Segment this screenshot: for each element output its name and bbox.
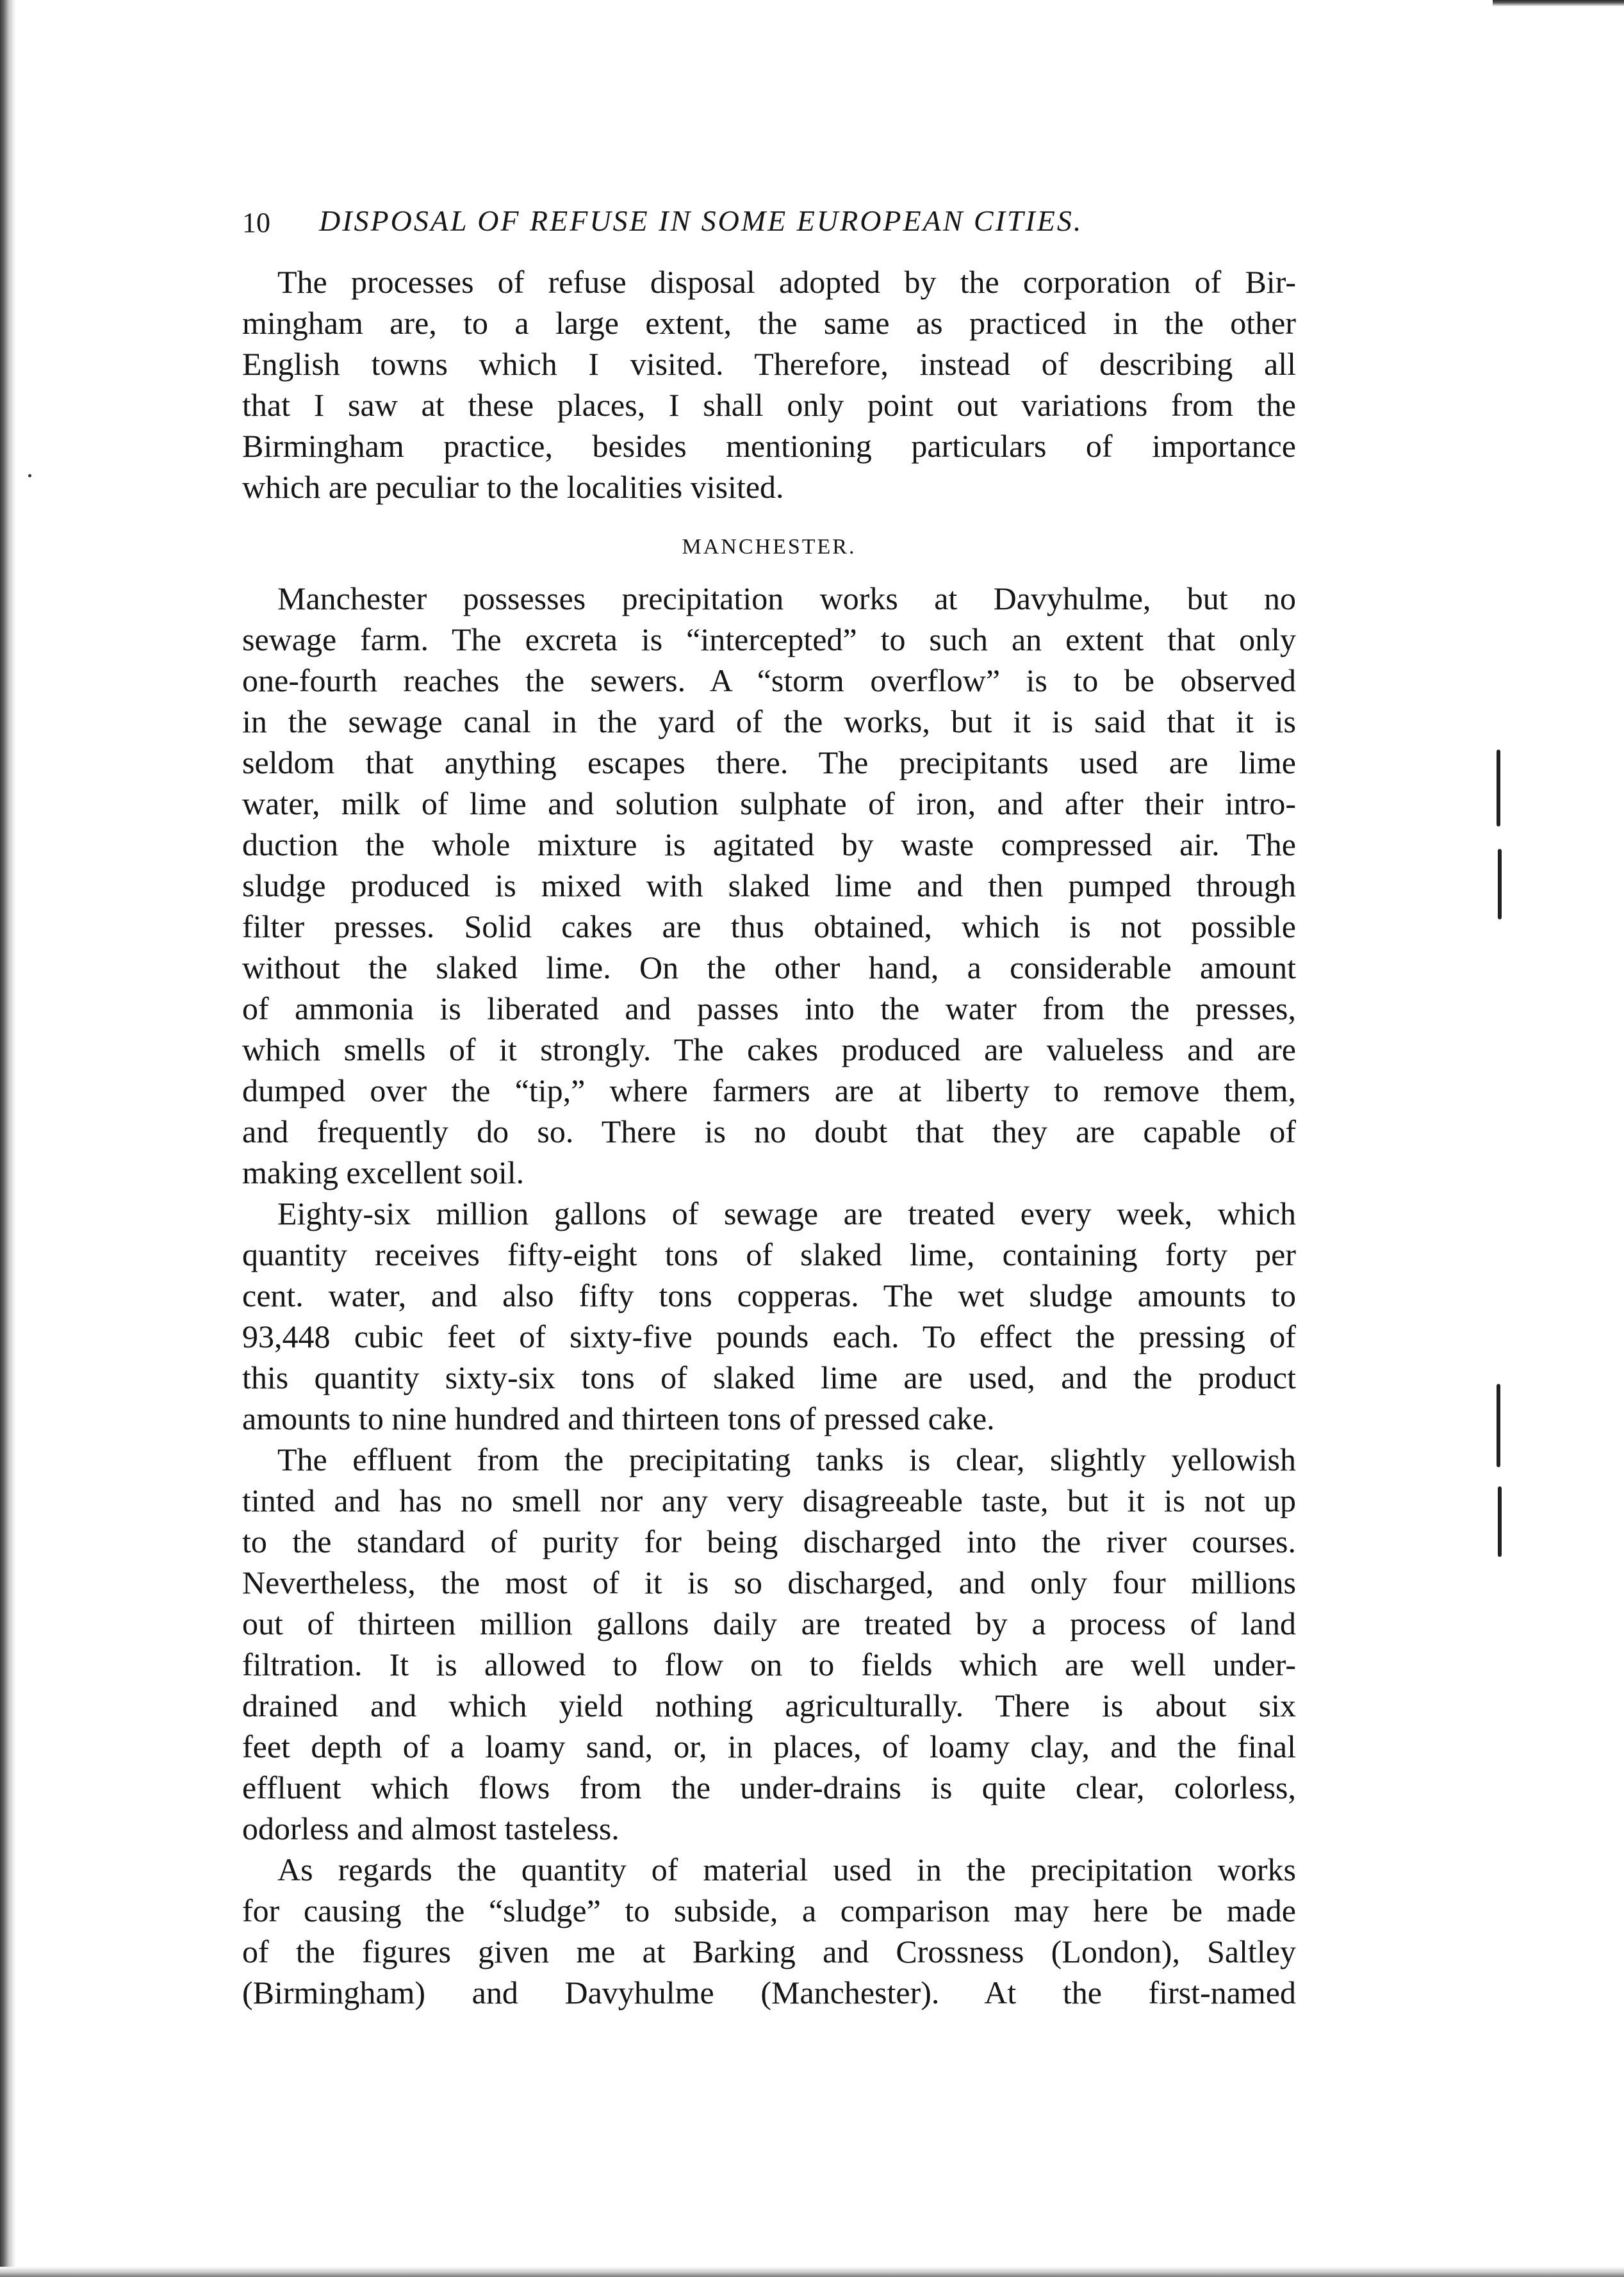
section-heading: MANCHESTER. [682, 535, 857, 559]
paragraph [242, 578, 1296, 1193]
text-line: duction the whole mixture is agitated by waste compressed air. The [242, 826, 1296, 862]
page-number: 10 [242, 207, 270, 238]
paragraph [242, 1193, 1296, 1439]
text-line: tinted and has no smell nor any very disagreeable taste, but it is not up [242, 1483, 1296, 1518]
text-line: seldom that anything escapes there. The precipitants used are lime [242, 744, 1296, 780]
text-line: for causing the “sludge” to subside, a comparison may here be made [242, 1893, 1296, 1928]
text-line: Eighty-six million gallons of sewage are treated every week, which [277, 1196, 1296, 1231]
text-line: making excellent soil. [242, 1155, 525, 1190]
scan-edge-bottom [0, 2267, 1624, 2277]
running-title: DISPOSAL OF REFUSE IN SOME EUROPEAN CITIES. [319, 204, 1083, 237]
running-head [242, 192, 1296, 250]
text-line: The effluent from the precipitating tanks is clear, slightly yellowish [277, 1442, 1296, 1477]
page-body [242, 261, 1296, 2013]
text-line: The processes of refuse disposal adopted by the corporation of Bir- [277, 264, 1296, 300]
text-line: mingham are, to a large extent, the same as practiced in the other [242, 305, 1296, 341]
margin-mark [1498, 849, 1502, 919]
margin-mark [1497, 750, 1500, 826]
text-line: cent. water, and also fifty tons copperas. The wet sludge amounts to [242, 1278, 1296, 1313]
margin-mark [1498, 1486, 1502, 1557]
text-line: (Birmingham) and Davyhulme (Manchester). At the first-named [242, 1975, 1296, 2010]
scan-edge-top [1493, 0, 1624, 6]
text-line: feet depth of a loamy sand, or, in places, of loamy clay, and the final [242, 1729, 1296, 1764]
text-line: Manchester possesses precipitation works at Davyhulme, but no [277, 580, 1296, 616]
text-line: to the standard of purity for being discharged into the river courses. [242, 1524, 1296, 1559]
text-line: filtration. It is allowed to flow on to fields which are well under- [242, 1647, 1296, 1682]
text-line: out of thirteen million gallons daily are treated by a process of land [242, 1606, 1296, 1641]
text-line: dumped over the “tip,” where farmers are at liberty to remove them, [242, 1073, 1296, 1108]
text-line: and frequently do so. There is no doubt that they are capable of [242, 1114, 1296, 1149]
text-line: of ammonia is liberated and passes into the water from the presses, [242, 991, 1296, 1026]
text-line: Nevertheless, the most of it is so discharged, and only four millions [242, 1565, 1296, 1600]
text-line: one-fourth reaches the sewers. A “storm overflow” is to be observed [242, 662, 1296, 698]
text-line: that I saw at these places, I shall only point out variations from the [242, 387, 1296, 423]
text-line: of the figures given me at Barking and Crossness (London), Saltley [242, 1934, 1296, 1969]
text-line: which smells of it strongly. The cakes produced are valueless and are [242, 1032, 1296, 1067]
margin-mark [1497, 1384, 1500, 1467]
text-line: quantity receives fifty-eight tons of slaked lime, containing forty per [242, 1237, 1296, 1272]
text-line: effluent which flows from the under-drains is quite clear, colorless, [242, 1770, 1296, 1805]
text-line: which are peculiar to the localities visited. [242, 469, 784, 505]
text-line: odorless and almost tasteless. [242, 1811, 619, 1846]
speck [28, 474, 31, 477]
text-line: this quantity sixty-six tons of slaked lime are used, and the product [242, 1360, 1296, 1395]
paragraph [242, 1849, 1296, 2013]
text-line: Birmingham practice, besides mentioning particulars of importance [242, 428, 1296, 464]
text-line: filter presses. Solid cakes are thus obtained, which is not possible [242, 908, 1296, 944]
text-line: English towns which I visited. Therefore, instead of describing all [242, 346, 1296, 382]
text-line: 93,448 cubic feet of sixty-five pounds each. To effect the pressing of [242, 1319, 1296, 1354]
text-line: in the sewage canal in the yard of the works, but it is said that it is [242, 703, 1296, 739]
scan-edge-left [0, 0, 17, 2277]
text-line: sludge produced is mixed with slaked lime and then pumped through [242, 867, 1296, 903]
text-line: amounts to nine hundred and thirteen tons of pressed cake. [242, 1401, 995, 1436]
text-line: without the slaked lime. On the other hand, a considerable amount [242, 949, 1296, 985]
text-line: water, milk of lime and solution sulphate of iron, and after their intro- [242, 785, 1296, 821]
text-line: As regards the quantity of material used in the precipitation works [277, 1852, 1296, 1887]
paragraph [242, 1439, 1296, 1849]
text-line: drained and which yield nothing agriculturally. There is about six [242, 1688, 1296, 1723]
text-line: sewage farm. The excreta is “intercepted” to such an extent that only [242, 621, 1296, 657]
intro-paragraph [242, 261, 1296, 507]
